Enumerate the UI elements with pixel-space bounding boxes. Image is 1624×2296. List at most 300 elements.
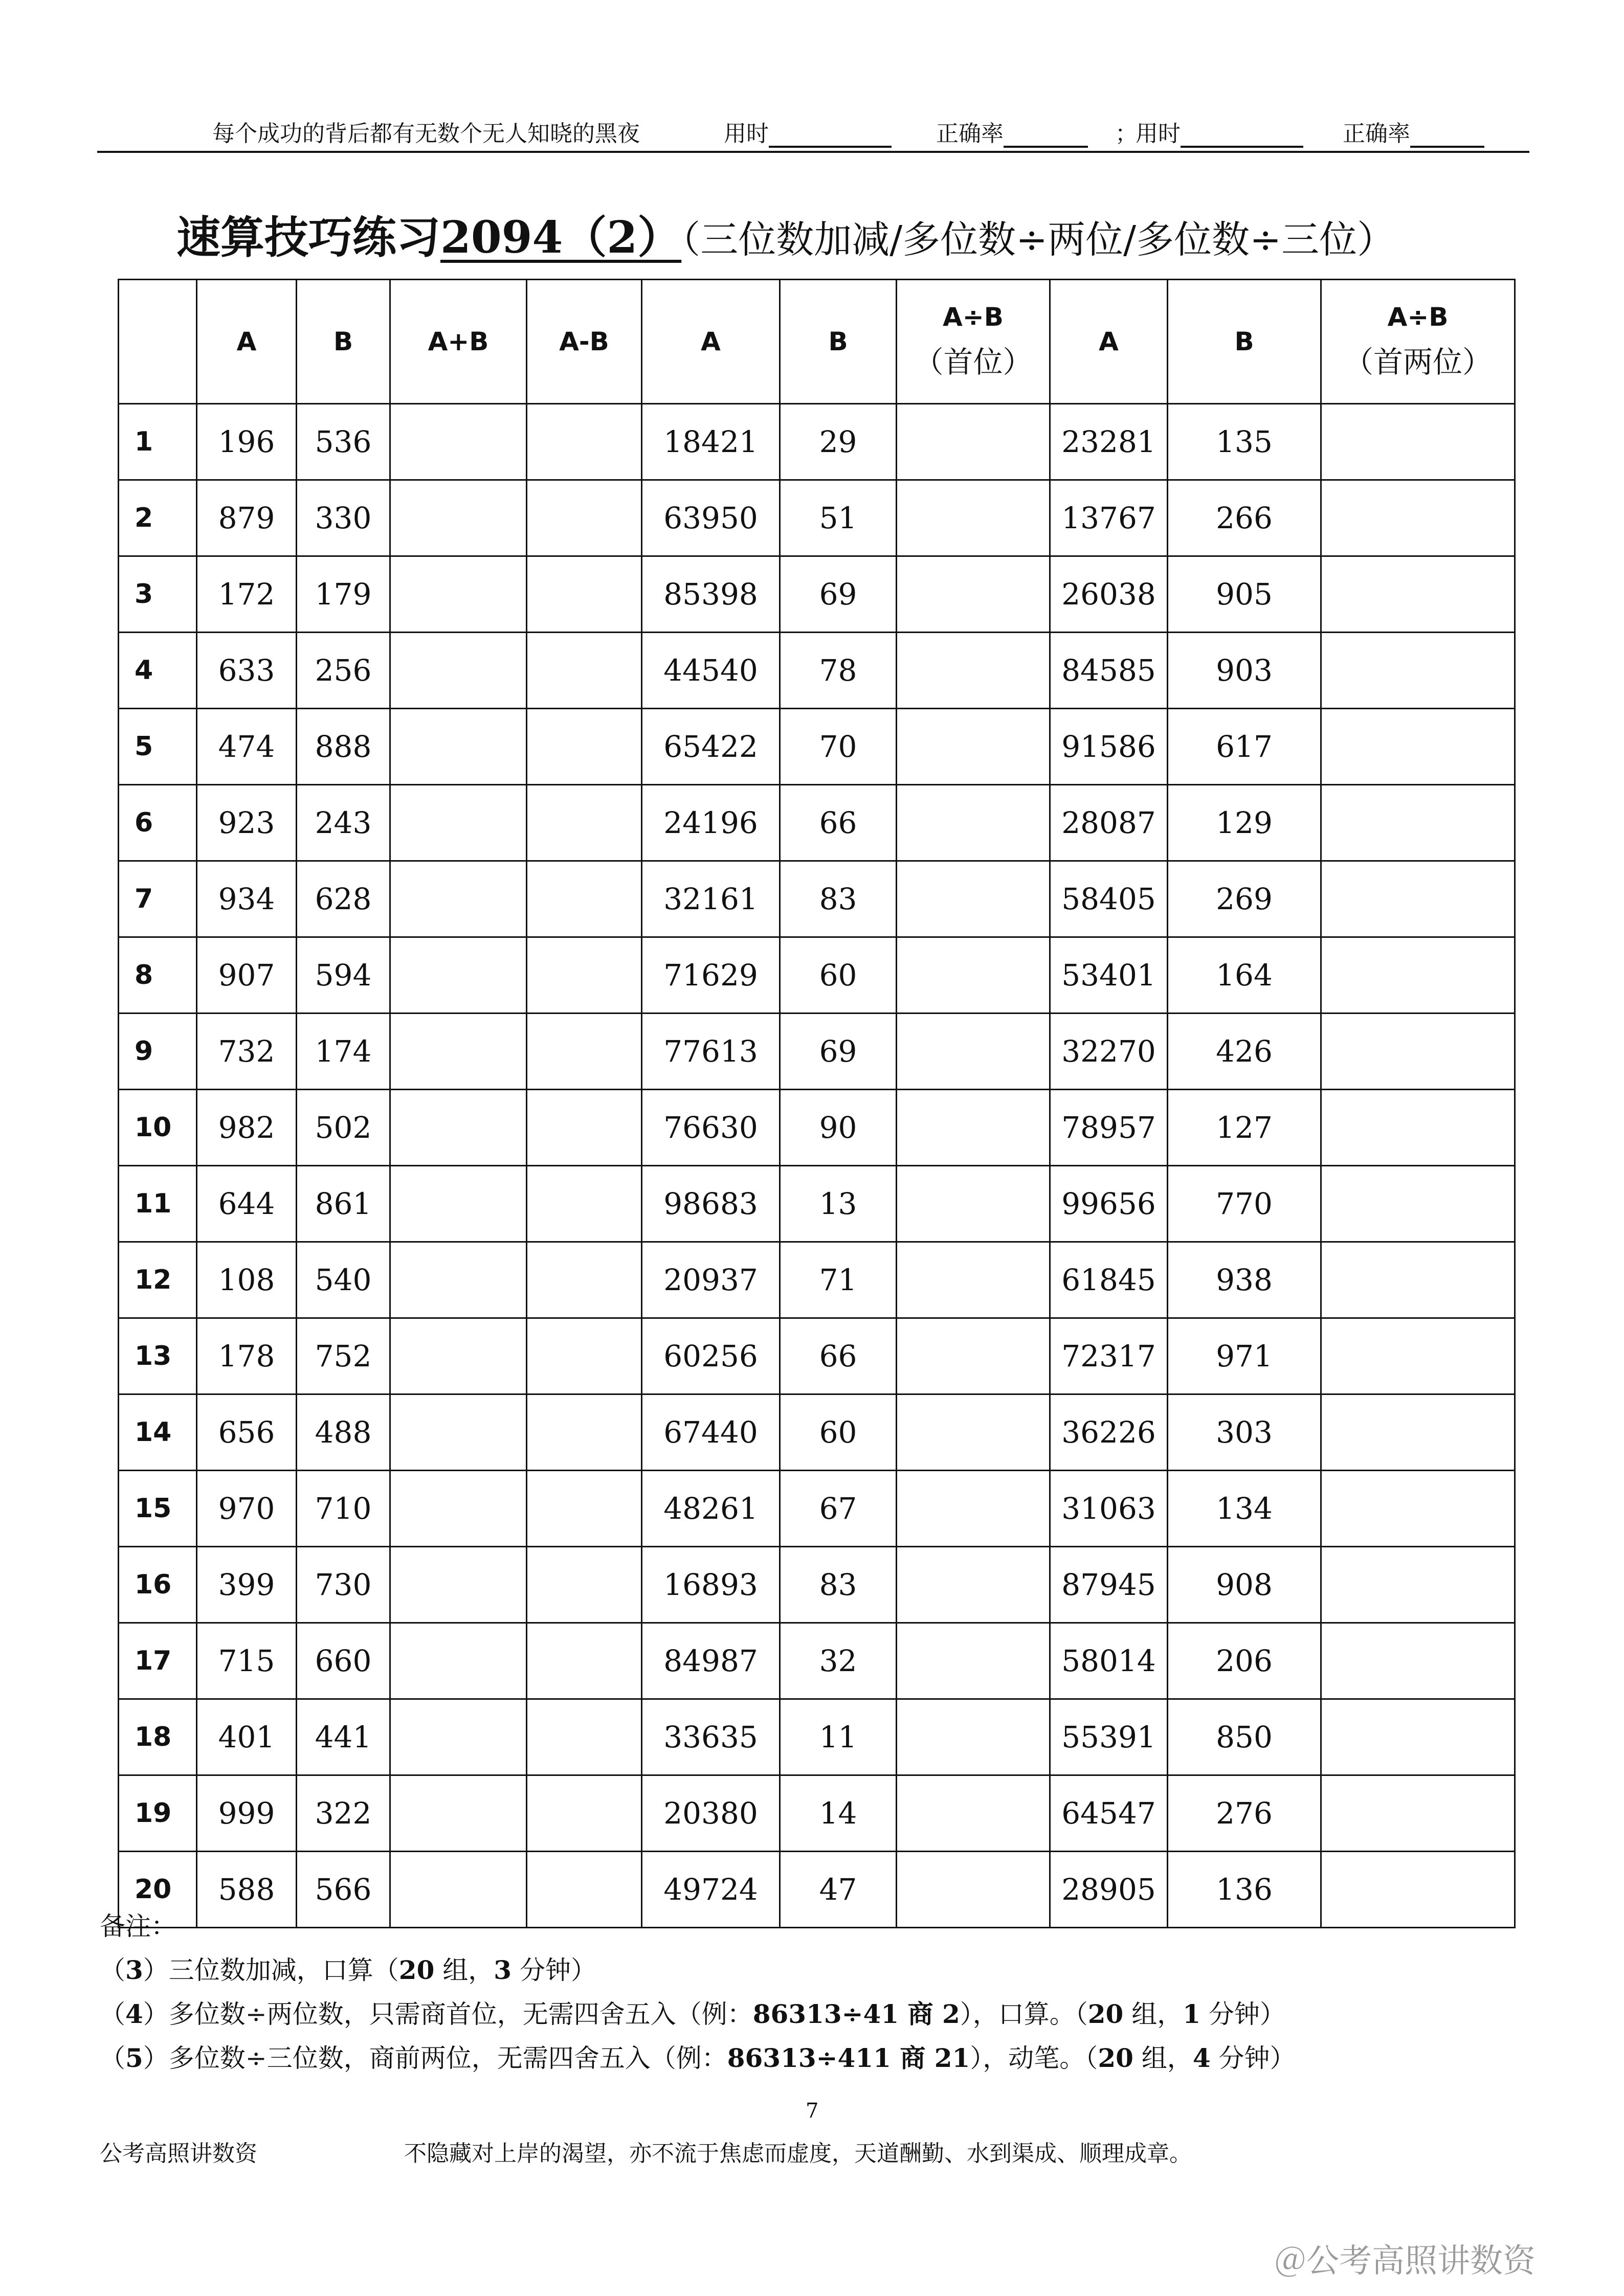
table-cell: 24196: [642, 785, 780, 861]
row-index: 19: [119, 1775, 197, 1852]
table-cell: 970: [197, 1471, 297, 1547]
answer-cell[interactable]: [1321, 1242, 1515, 1318]
answer-cell[interactable]: [390, 404, 527, 480]
answer-cell[interactable]: [390, 1014, 527, 1090]
column-header: [390, 280, 527, 404]
note-line-3: [100, 1948, 1296, 1992]
answer-cell[interactable]: [1321, 1775, 1515, 1852]
table-cell: 32161: [642, 861, 780, 937]
table-header-row: [119, 280, 1515, 404]
table-cell: 715: [197, 1623, 297, 1699]
table-cell: 938: [1168, 1242, 1321, 1318]
answer-cell[interactable]: [897, 861, 1050, 937]
row-index: 16: [119, 1547, 197, 1623]
separator: ；: [1115, 121, 1138, 147]
table-cell: 13767: [1050, 480, 1168, 556]
answer-cell[interactable]: [527, 861, 642, 937]
answer-cell[interactable]: [527, 1775, 642, 1852]
table-cell: 770: [1168, 1166, 1321, 1242]
table-cell: 23281: [1050, 404, 1168, 480]
table-cell: 172: [197, 556, 297, 633]
table-cell: 879: [197, 480, 297, 556]
note-count: 20: [1087, 1999, 1124, 2029]
row-index: 12: [119, 1242, 197, 1318]
page-number: 7: [806, 2099, 819, 2123]
answer-cell[interactable]: [897, 1471, 1050, 1547]
table-cell: 49724: [642, 1852, 780, 1928]
table-cell: 90: [780, 1090, 897, 1166]
answer-cell[interactable]: [390, 785, 527, 861]
table-cell: 84987: [642, 1623, 780, 1699]
table-row: [119, 1090, 1515, 1166]
table-cell: 732: [197, 1014, 297, 1090]
table-cell: 69: [780, 1014, 897, 1090]
time-blank-1[interactable]: [769, 123, 892, 148]
answer-cell[interactable]: [527, 556, 642, 633]
answer-cell[interactable]: [897, 1242, 1050, 1318]
row-index: 10: [119, 1090, 197, 1166]
note-text: ），动笔。（: [970, 2043, 1098, 2073]
title-subtitle: （三位数加减/多位数÷两位/多位数÷三位）: [681, 218, 1395, 262]
accuracy-label-1: 正确率: [936, 121, 1004, 147]
footer-slogan: 不隐藏对上岸的渴望，亦不流于焦虑而虚度，天道酬勤、水到渠成、顺理成章。: [404, 2141, 1192, 2167]
answer-cell[interactable]: [527, 404, 642, 480]
answer-cell[interactable]: [1321, 1699, 1515, 1775]
table-cell: 87945: [1050, 1547, 1168, 1623]
notes-section: [100, 1905, 1296, 2080]
table-cell: 47: [780, 1852, 897, 1928]
table-cell: 26038: [1050, 556, 1168, 633]
answer-cell[interactable]: [390, 1242, 527, 1318]
table-cell: 179: [297, 556, 390, 633]
column-header-label: B: [333, 327, 353, 356]
table-cell: 206: [1168, 1623, 1321, 1699]
table-cell: 322: [297, 1775, 390, 1852]
page-title: [176, 202, 1395, 265]
row-index: 15: [119, 1471, 197, 1547]
table-cell: 426: [1168, 1014, 1321, 1090]
table-cell: 178: [197, 1318, 297, 1394]
answer-cell[interactable]: [527, 633, 642, 709]
column-header: [642, 280, 780, 404]
answer-cell[interactable]: [390, 1471, 527, 1547]
table-cell: 330: [297, 480, 390, 556]
table-row: [119, 1699, 1515, 1775]
row-index: 6: [119, 785, 197, 861]
answer-cell[interactable]: [1321, 1394, 1515, 1471]
answer-cell[interactable]: [1321, 861, 1515, 937]
column-header: [1168, 280, 1321, 404]
answer-cell[interactable]: [897, 709, 1050, 785]
answer-cell[interactable]: [1321, 404, 1515, 480]
note-line-5: [100, 2036, 1296, 2080]
answer-cell[interactable]: [527, 785, 642, 861]
accuracy-blank-2[interactable]: [1410, 123, 1484, 148]
table-cell: 730: [297, 1547, 390, 1623]
column-header-label: A: [236, 327, 257, 356]
column-header: [297, 280, 390, 404]
note-example: 86313÷41 商 2: [752, 1999, 960, 2029]
answer-cell[interactable]: [527, 1090, 642, 1166]
answer-cell[interactable]: [1321, 1852, 1515, 1928]
table-cell: 31063: [1050, 1471, 1168, 1547]
table-cell: 903: [1168, 633, 1321, 709]
row-index: 3: [119, 556, 197, 633]
answer-cell[interactable]: [897, 1090, 1050, 1166]
column-header: [897, 280, 1050, 404]
note-count: 20: [398, 1955, 435, 1985]
accuracy-blank-1[interactable]: [1004, 123, 1088, 148]
answer-cell[interactable]: [897, 1318, 1050, 1394]
table-cell: 78: [780, 633, 897, 709]
answer-cell[interactable]: [1321, 1014, 1515, 1090]
column-header-label: B: [1234, 327, 1254, 356]
row-index: 11: [119, 1166, 197, 1242]
column-header: [527, 280, 642, 404]
table-cell: 243: [297, 785, 390, 861]
answer-cell[interactable]: [527, 1471, 642, 1547]
table-cell: 98683: [642, 1166, 780, 1242]
table-cell: 58405: [1050, 861, 1168, 937]
answer-cell[interactable]: [390, 633, 527, 709]
table-cell: 588: [197, 1852, 297, 1928]
answer-cell[interactable]: [390, 1623, 527, 1699]
column-header-label: A: [1099, 327, 1119, 356]
answer-cell[interactable]: [390, 480, 527, 556]
answer-cell[interactable]: [897, 556, 1050, 633]
answer-cell[interactable]: [897, 404, 1050, 480]
answer-cell[interactable]: [897, 480, 1050, 556]
note-text: ）三位数加减，口算（: [143, 1955, 399, 1985]
note-example: 86313÷411 商 21: [727, 2043, 970, 2073]
footer-author: 公考高照讲数资: [100, 2141, 257, 2167]
table-cell: 399: [197, 1547, 297, 1623]
table-row: [119, 1014, 1515, 1090]
column-header-label: A÷B: [1387, 302, 1449, 332]
table-cell: 628: [297, 861, 390, 937]
practice-table: [118, 279, 1516, 1928]
table-cell: 269: [1168, 861, 1321, 937]
time-label-2: 用时: [1136, 121, 1181, 147]
table-cell: 63950: [642, 480, 780, 556]
table-cell: 29: [780, 404, 897, 480]
table-cell: 276: [1168, 1775, 1321, 1852]
answer-cell[interactable]: [390, 709, 527, 785]
row-index: 8: [119, 937, 197, 1014]
table-cell: 77613: [642, 1014, 780, 1090]
answer-cell[interactable]: [390, 1775, 527, 1852]
table-cell: 594: [297, 937, 390, 1014]
note-text: （: [100, 1955, 125, 1985]
time-field-2: [1136, 115, 1303, 148]
table-row: [119, 709, 1515, 785]
table-cell: 888: [297, 709, 390, 785]
table-cell: 474: [197, 709, 297, 785]
answer-cell[interactable]: [390, 937, 527, 1014]
table-cell: 971: [1168, 1318, 1321, 1394]
title-main: 速算技巧练习: [176, 212, 440, 263]
table-cell: 33635: [642, 1699, 780, 1775]
answer-cell[interactable]: [390, 1166, 527, 1242]
table-cell: 78957: [1050, 1090, 1168, 1166]
table-cell: 32270: [1050, 1014, 1168, 1090]
table-cell: 127: [1168, 1090, 1321, 1166]
answer-cell[interactable]: [1321, 1090, 1515, 1166]
column-header-sub: （首两位）: [1343, 345, 1492, 379]
table-cell: 44540: [642, 633, 780, 709]
table-cell: 53401: [1050, 937, 1168, 1014]
table-cell: 134: [1168, 1471, 1321, 1547]
table-cell: 69: [780, 556, 897, 633]
row-index: 2: [119, 480, 197, 556]
answer-cell[interactable]: [390, 861, 527, 937]
table-cell: 566: [297, 1852, 390, 1928]
row-index: 13: [119, 1318, 197, 1394]
answer-cell[interactable]: [1321, 937, 1515, 1014]
note-text: 分钟）: [511, 1955, 596, 1985]
table-cell: 83: [780, 1547, 897, 1623]
table-row: [119, 1623, 1515, 1699]
answer-cell[interactable]: [527, 937, 642, 1014]
accuracy-label-2: 正确率: [1343, 121, 1410, 147]
title-number: 2094（2）: [440, 212, 682, 263]
column-header-label: A-B: [559, 327, 609, 356]
note-minutes: 4: [1192, 2043, 1211, 2073]
answer-cell[interactable]: [1321, 1623, 1515, 1699]
note-number: 5: [125, 2043, 143, 2073]
column-header: [1050, 280, 1168, 404]
note-text: ）多位数÷两位数，只需商首位，无需四舍五入（例：: [143, 1999, 753, 2029]
answer-cell[interactable]: [527, 1318, 642, 1394]
table-cell: 85398: [642, 556, 780, 633]
table-cell: 20380: [642, 1775, 780, 1852]
answer-cell[interactable]: [390, 1699, 527, 1775]
row-index: 18: [119, 1699, 197, 1775]
answer-cell[interactable]: [527, 480, 642, 556]
column-header: [1321, 280, 1515, 404]
answer-cell[interactable]: [527, 1547, 642, 1623]
table-cell: 55391: [1050, 1699, 1168, 1775]
answer-cell[interactable]: [897, 1166, 1050, 1242]
table-cell: 99656: [1050, 1166, 1168, 1242]
note-text: 分钟）: [1210, 2043, 1296, 2073]
answer-cell[interactable]: [1321, 785, 1515, 861]
answer-cell[interactable]: [1321, 633, 1515, 709]
answer-cell[interactable]: [527, 1166, 642, 1242]
table-cell: 71: [780, 1242, 897, 1318]
answer-cell[interactable]: [897, 633, 1050, 709]
table-cell: 174: [297, 1014, 390, 1090]
note-text: ）多位数÷三位数，商前两位，无需四舍五入（例：: [143, 2043, 727, 2073]
table-cell: 61845: [1050, 1242, 1168, 1318]
table-cell: 908: [1168, 1547, 1321, 1623]
table-row: [119, 937, 1515, 1014]
answer-cell[interactable]: [897, 1014, 1050, 1090]
table-row: [119, 1166, 1515, 1242]
table-row: [119, 404, 1515, 480]
table-row: [119, 480, 1515, 556]
table-cell: 441: [297, 1699, 390, 1775]
accuracy-field-1: [936, 115, 1088, 148]
table-cell: 266: [1168, 480, 1321, 556]
table-cell: 164: [1168, 937, 1321, 1014]
table-cell: 48261: [642, 1471, 780, 1547]
note-number: 4: [125, 1999, 143, 2029]
column-header-label: B: [828, 327, 848, 356]
table-cell: 20937: [642, 1242, 780, 1318]
column-header-sub: （首位）: [914, 345, 1033, 379]
table-cell: 16893: [642, 1547, 780, 1623]
table-cell: 51: [780, 480, 897, 556]
table-row: [119, 1394, 1515, 1471]
note-text: 组，: [1133, 2043, 1193, 2073]
table-cell: 633: [197, 633, 297, 709]
table-cell: 67440: [642, 1394, 780, 1471]
answer-cell[interactable]: [527, 1014, 642, 1090]
note-line-4: [100, 1992, 1296, 2036]
table-cell: 36226: [1050, 1394, 1168, 1471]
table-cell: 66: [780, 785, 897, 861]
answer-cell[interactable]: [390, 1394, 527, 1471]
table-cell: 60256: [642, 1318, 780, 1394]
table-row: [119, 1775, 1515, 1852]
note-count: 20: [1098, 2043, 1133, 2073]
answer-cell[interactable]: [1321, 556, 1515, 633]
answer-cell[interactable]: [527, 1242, 642, 1318]
watermark: ＠公考高照讲数资: [1274, 2242, 1536, 2280]
row-index: 7: [119, 861, 197, 937]
answer-cell[interactable]: [1321, 1166, 1515, 1242]
table-cell: 644: [197, 1166, 297, 1242]
answer-cell[interactable]: [527, 1394, 642, 1471]
table-cell: 488: [297, 1394, 390, 1471]
table-cell: 905: [1168, 556, 1321, 633]
time-blank-2[interactable]: [1181, 123, 1303, 148]
time-label-1: 用时: [724, 121, 769, 147]
table-cell: 65422: [642, 709, 780, 785]
table-cell: 76630: [642, 1090, 780, 1166]
row-index: 17: [119, 1623, 197, 1699]
answer-cell[interactable]: [390, 1547, 527, 1623]
note-text: 分钟）: [1200, 1999, 1285, 2029]
table-row: [119, 1471, 1515, 1547]
answer-cell[interactable]: [1321, 1318, 1515, 1394]
answer-cell[interactable]: [527, 1623, 642, 1699]
table-row: [119, 633, 1515, 709]
answer-cell[interactable]: [897, 1699, 1050, 1775]
table-cell: 401: [197, 1699, 297, 1775]
note-number: 3: [125, 1955, 143, 1985]
table-cell: 617: [1168, 709, 1321, 785]
row-index: 9: [119, 1014, 197, 1090]
table-cell: 656: [197, 1394, 297, 1471]
answer-cell[interactable]: [1321, 1471, 1515, 1547]
table-cell: 108: [197, 1242, 297, 1318]
table-cell: 999: [197, 1775, 297, 1852]
table-cell: 861: [297, 1166, 390, 1242]
answer-cell[interactable]: [897, 937, 1050, 1014]
table-cell: 303: [1168, 1394, 1321, 1471]
table-cell: 256: [297, 633, 390, 709]
table-cell: 18421: [642, 404, 780, 480]
note-minutes: 1: [1183, 1999, 1201, 2029]
header-motto: 每个成功的背后都有无数个无人知晓的黑夜: [212, 121, 640, 147]
answer-cell[interactable]: [897, 1394, 1050, 1471]
column-header-label: A÷B: [943, 302, 1004, 332]
table-cell: 72317: [1050, 1318, 1168, 1394]
answer-cell[interactable]: [1321, 709, 1515, 785]
answer-cell[interactable]: [897, 1775, 1050, 1852]
table-body: [119, 404, 1515, 1928]
table-row: [119, 556, 1515, 633]
table-row: [119, 1318, 1515, 1394]
row-index: 20: [119, 1852, 197, 1928]
answer-cell[interactable]: [1321, 1547, 1515, 1623]
note-text: （: [100, 2043, 125, 2073]
table-cell: 70: [780, 709, 897, 785]
row-index: 14: [119, 1394, 197, 1471]
notes-heading: 备注：: [100, 1911, 176, 1941]
accuracy-field-2: [1343, 115, 1484, 148]
table-row: [119, 1242, 1515, 1318]
table-cell: 135: [1168, 404, 1321, 480]
table-cell: 536: [297, 404, 390, 480]
row-index: 1: [119, 404, 197, 480]
table-cell: 58014: [1050, 1623, 1168, 1699]
table-cell: 67: [780, 1471, 897, 1547]
answer-cell[interactable]: [390, 1318, 527, 1394]
note-text: 组，: [1123, 1999, 1183, 2029]
table-cell: 32: [780, 1623, 897, 1699]
row-index: 4: [119, 633, 197, 709]
table-cell: 934: [197, 861, 297, 937]
table-cell: 66: [780, 1318, 897, 1394]
table-cell: 660: [297, 1623, 390, 1699]
answer-cell[interactable]: [897, 1623, 1050, 1699]
table-cell: 129: [1168, 785, 1321, 861]
note-minutes: 3: [494, 1955, 512, 1985]
table-cell: 11: [780, 1699, 897, 1775]
column-header: [780, 280, 897, 404]
answer-cell[interactable]: [527, 1699, 642, 1775]
table-cell: 502: [297, 1090, 390, 1166]
answer-cell[interactable]: [897, 1547, 1050, 1623]
answer-cell[interactable]: [1321, 480, 1515, 556]
time-field-1: [724, 115, 892, 148]
answer-cell[interactable]: [527, 709, 642, 785]
column-header-label: A: [701, 327, 721, 356]
note-text: ），口算。（: [960, 1999, 1088, 2029]
answer-cell[interactable]: [390, 1090, 527, 1166]
table-cell: 28087: [1050, 785, 1168, 861]
table-cell: 71629: [642, 937, 780, 1014]
table-cell: 907: [197, 937, 297, 1014]
column-header-label: A+B: [428, 327, 489, 356]
table-cell: 14: [780, 1775, 897, 1852]
answer-cell[interactable]: [897, 785, 1050, 861]
table-cell: 13: [780, 1166, 897, 1242]
column-header: [197, 280, 297, 404]
table-row: [119, 1547, 1515, 1623]
page-header: [97, 115, 1529, 151]
table-row: [119, 861, 1515, 937]
table-cell: 850: [1168, 1699, 1321, 1775]
table-cell: 60: [780, 1394, 897, 1471]
answer-cell[interactable]: [390, 556, 527, 633]
table-cell: 60: [780, 937, 897, 1014]
header-divider: [97, 151, 1529, 153]
table-cell: 84585: [1050, 633, 1168, 709]
